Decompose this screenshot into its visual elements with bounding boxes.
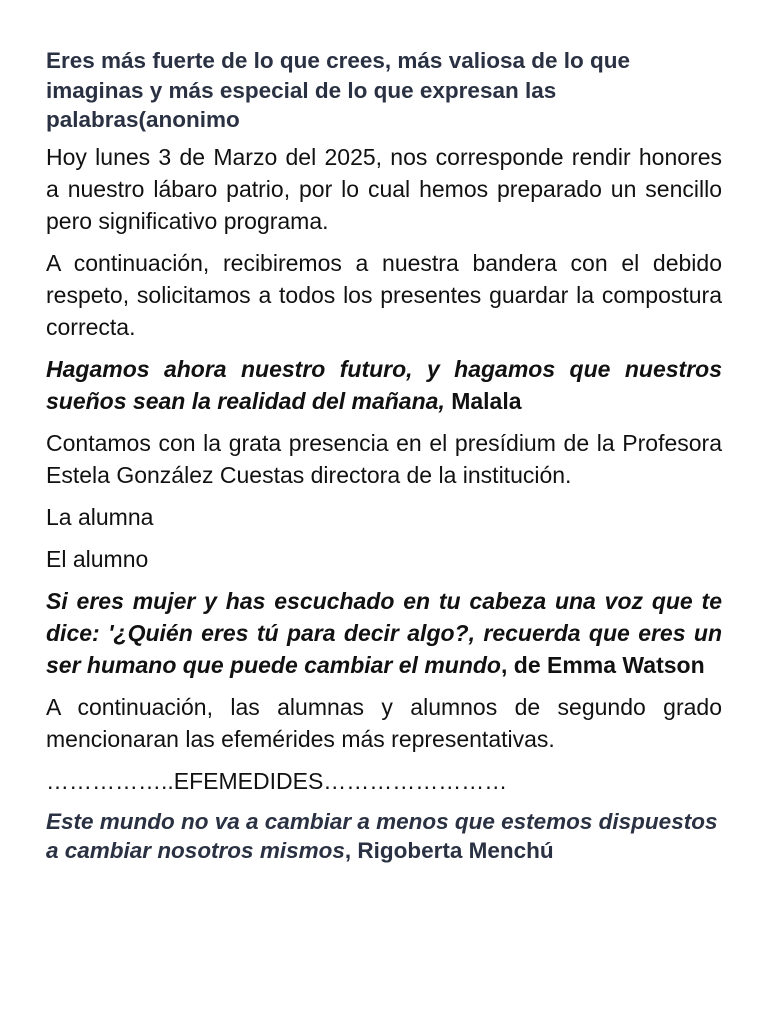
rigoberta-menchu-quote-text: Este mundo no va a cambiar a menos que estemos dispuestos a cambiar nosotros mismos (46, 808, 718, 863)
malala-quote (46, 353, 722, 417)
la-alumna-line: La alumna (46, 503, 154, 530)
efemerides-intro-paragraph: A continuación, las alumnas y alumnos de segundo grado mencionaran las efemérides más representativas. (46, 693, 722, 752)
rigoberta-menchu-quote-author: , Rigoberta Menchú (344, 838, 554, 863)
flag-reception-paragraph: A continuación, recibiremos a nuestra bandera con el debido respeto, solicitamos a todos los presentes guardar la compostura correcta. (46, 249, 722, 340)
presidium-paragraph: Contamos con la grata presencia en el presídium de la Profesora Estela González Cuestas directora de la institución. (46, 429, 722, 488)
malala-quote-author: Malala (444, 387, 522, 414)
opening-quote-heading: Eres más fuerte de lo que crees, más valiosa de lo que imaginas y más especial de lo que expresan las palabras(anonimo (46, 48, 631, 132)
efemerides-divider-line: ……………..EFEMEDIDES…………………… (46, 767, 508, 794)
emma-watson-quote-text: Si eres mujer y has escuchado en tu cabeza una voz que te dice: '¿Quién eres tú para decir algo?, recuerda que eres un ser humano que puede cambiar el mundo (46, 587, 722, 678)
rigoberta-menchu-quote (46, 807, 722, 866)
emma-watson-quote (46, 585, 722, 681)
malala-quote-text: Hagamos ahora nuestro futuro, y hagamos que nuestros sueños sean la realidad del mañana, (46, 355, 722, 414)
el-alumno-line: El alumno (46, 545, 149, 572)
intro-paragraph: Hoy lunes 3 de Marzo del 2025, nos corresponde rendir honores a nuestro lábaro patrio, por lo cual hemos preparado un sencillo pero significativo programa. (46, 143, 722, 234)
emma-watson-quote-author: , de Emma Watson (500, 651, 705, 678)
